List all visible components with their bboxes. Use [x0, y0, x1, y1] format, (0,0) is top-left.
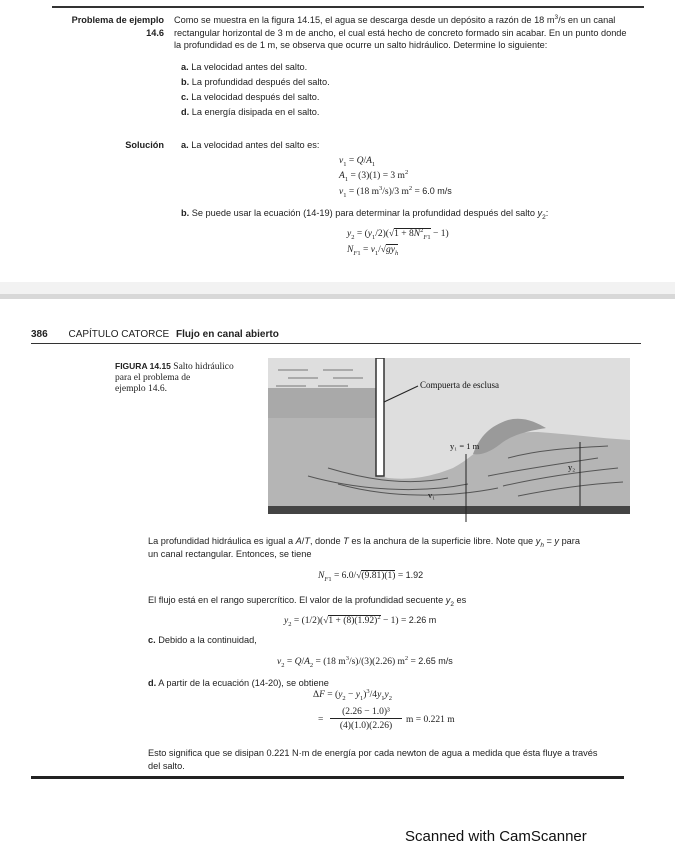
equation-v1: $v_1 = Q/A_1$ — [339, 156, 376, 168]
sluice-gate — [376, 358, 384, 476]
equation-nf1-value: $N_{F1} = 6.0/√(9.81)(1) = 1.92$ — [318, 570, 424, 583]
page-header — [31, 329, 641, 343]
figure-caption-text: ejemplo 14.6. — [115, 384, 167, 394]
page-number: 386 — [31, 329, 48, 340]
figure-caption-text: para el problema de — [115, 373, 191, 383]
statement-line: la profundidad es de 1 m, se observa que ocurre un salto hidráulico. Determine lo siguiente: — [174, 40, 548, 50]
problem-label-line1: Problema de ejemplo — [71, 15, 164, 25]
channel-bed — [268, 506, 630, 514]
equation-v1-value: $v_1 = (18$ $m^3/s)/3$ $m^2 = 6.0$ m/s — [339, 184, 452, 199]
problem-label — [52, 14, 164, 39]
figure-caption-text: Salto hidráulico — [173, 362, 234, 372]
fraction-result: m = 0.221 m — [406, 715, 455, 725]
problem-label-number: 14.6 — [146, 27, 164, 38]
solution-a: a. La velocidad antes del salto es: — [181, 140, 320, 150]
list-item: b. La profundidad después del salto. — [181, 77, 330, 87]
gate-label: Compuerta de esclusa — [420, 380, 499, 390]
equation-y2-value: $y_2 = (1/2)(√1 + (8)(1.92)^2 - 1) = 2.26$ m — [284, 613, 437, 628]
list-item: a. La velocidad antes del salto. — [181, 62, 308, 72]
equation-y2-general: $y_2 = (y_1/2)(√1 + 8N^2_{F1} - 1)$ — [347, 226, 449, 241]
page-gap — [0, 282, 675, 294]
question-list — [181, 61, 330, 121]
list-item: c. La velocidad después del salto. — [181, 92, 320, 102]
page-gap-shadow — [0, 294, 675, 299]
solution-c: c. Debido a la continuidad, — [148, 635, 257, 645]
chapter-label: CAPÍTULO CATORCE — [68, 329, 170, 340]
figure-caption-label: FIGURA 14.15 — [115, 361, 171, 371]
equation-energy-general: $\Delta F = (y_2 - y_1)^3/4y_1y_2$ — [313, 687, 392, 702]
scanner-watermark: Scanned with CamScanner — [405, 828, 587, 845]
equation-a1: $A_1 = (3)(1) = 3$ $m^2$ — [339, 168, 409, 183]
chapter-title: Flujo en canal abierto — [176, 329, 279, 340]
header-rule — [31, 343, 641, 344]
y1-label: y₁ = 1 m — [450, 441, 480, 451]
fraction-denominator: (4)(1.0)(2.26) — [339, 721, 393, 731]
equation-nf1-general: $N_{F1} = v_1/√gy_h$ — [347, 245, 399, 257]
statement-line: Como se muestra en la figura 14.15, el agua se descarga desde un depósito a razón de 18 $m^3/s$ en un canal — [174, 13, 616, 25]
solution-label: Solución — [125, 140, 164, 150]
equation-v2-value: $v_2 = Q/A_2 = (18$ $m^3/s)/(3)(2.26)$ $m^2 = 2.65$ m/s — [277, 654, 453, 669]
list-item: d. La energía disipada en el salto. — [181, 107, 320, 117]
problem-statement — [174, 14, 649, 52]
statement-line: rectangular horizontal de 3 m de ancho, el cual está hecho de concreto formado sin acabar. En un punto donde — [174, 27, 627, 38]
paragraph-conclusion: Esto significa que se disipan 0.221 N·m de energía por cada newton de agua a medida que ésta fluye a través del salto. — [148, 748, 598, 771]
solution-d: d. A partir de la ecuación (14-20), se obtiene — [148, 678, 329, 688]
bottom-rule — [31, 776, 624, 779]
figure-caption — [115, 361, 270, 395]
solution-b: b. Se puede usar la ecuación (14-19) para determinar la profundidad después del salto $y_2$: — [181, 208, 549, 221]
paragraph-hydraulic-depth: La profundidad hidráulica es igual a A/T, donde T es la anchura de la superficie libre. Note que $y_h = y$ para un canal rectangular. Entonces, se tiene — [148, 536, 580, 559]
paragraph-supercritical: El flujo está en el rango supercrítico. El valor de la profundidad secuente $y_2$ es — [148, 595, 467, 608]
v1-label: v₁ — [428, 490, 436, 500]
fraction-numerator: (2.26 − 1.0)³ — [330, 706, 402, 719]
top-rule — [52, 6, 644, 8]
hydraulic-jump-figure — [268, 358, 630, 522]
y2-label: y₂ — [568, 462, 576, 472]
